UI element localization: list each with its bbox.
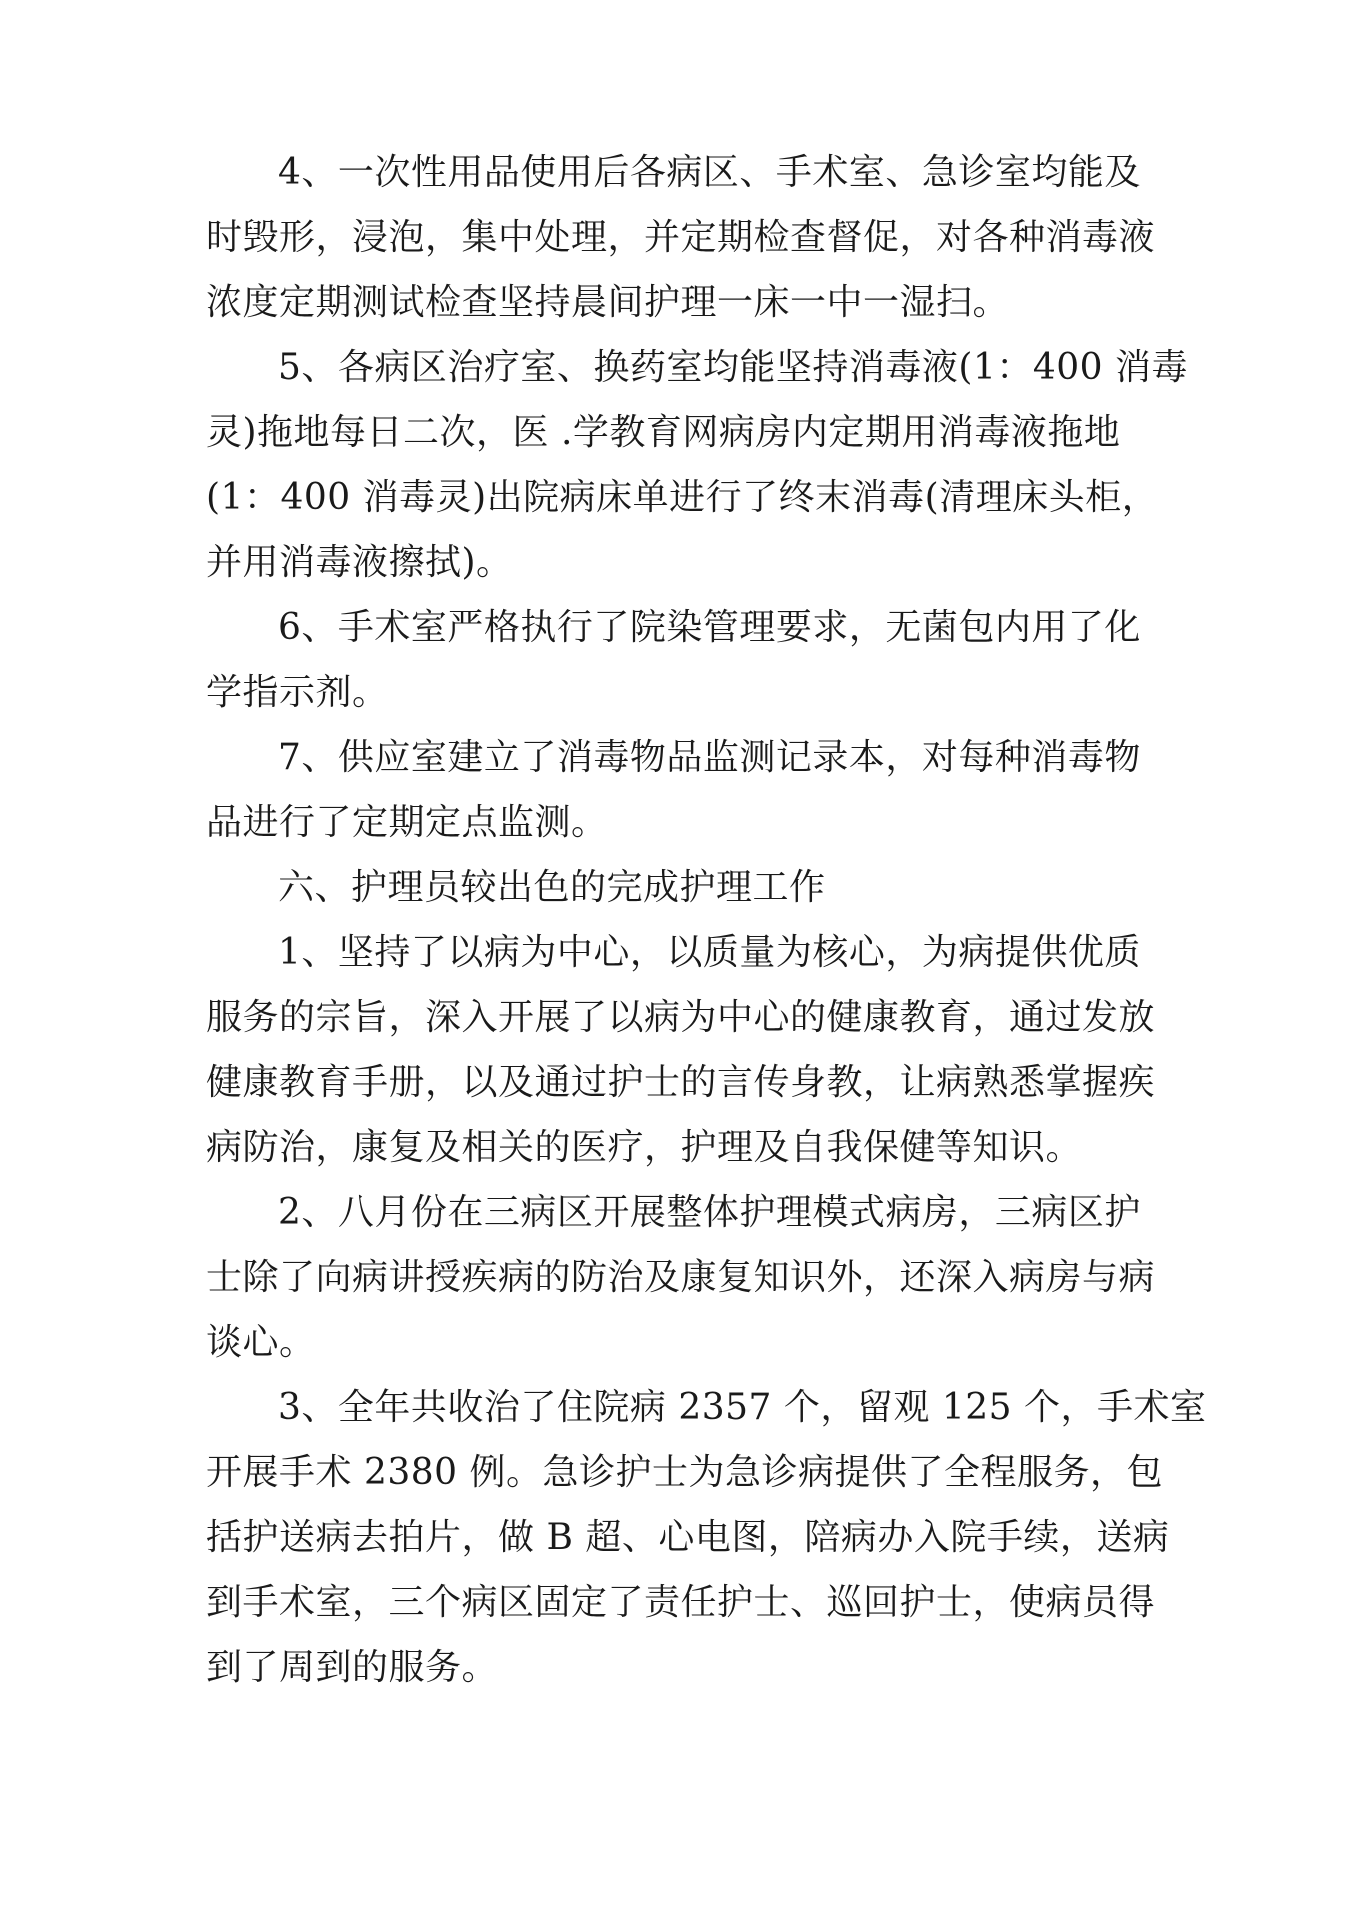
text-line: 3、全年共收治了住院病 2357 个，留观 125 个，手术室 [278, 1387, 1207, 1428]
text-line: 士除了向病讲授疾病的防治及康复知识外，还深入病房与病 [206, 1257, 1156, 1298]
text-line: 括护送病去拍片，做 B 超、心电图，陪病办入院手续，送病 [206, 1517, 1170, 1558]
text-line: 6、手术室严格执行了院染管理要求，无菌包内用了化 [278, 607, 1141, 648]
text-line: 开展手术 2380 例。急诊护士为急诊病提供了全程服务，包 [206, 1452, 1164, 1493]
text-line: 谈心。 [206, 1322, 316, 1363]
text-line: 六、护理员较出色的完成护理工作 [278, 867, 826, 908]
text-line: 灵)拖地每日二次，医 .学教育网病房内定期用消毒液拖地 [206, 412, 1121, 453]
text-line: 时毁形，浸泡，集中处理，并定期检查督促，对各种消毒液 [206, 217, 1156, 258]
text-line: 2、八月份在三病区开展整体护理模式病房，三病区护 [278, 1192, 1141, 1233]
text-line: 学指示剂。 [206, 672, 389, 713]
text-line: 病防治，康复及相关的医疗，护理及自我保健等知识。 [206, 1127, 1083, 1168]
text-line: 到了周到的服务。 [206, 1647, 499, 1688]
text-line: (1：400 消毒灵)出院病床单进行了终末消毒(清理床头柜， [206, 477, 1159, 518]
text-line: 到手术室，三个病区固定了责任护士、巡回护士，使病员得 [206, 1582, 1156, 1623]
text-line: 4、一次性用品使用后各病区、手术室、急诊室均能及 [278, 152, 1141, 193]
text-line: 健康教育手册，以及通过护士的言传身教，让病熟悉掌握疾 [206, 1062, 1156, 1103]
text-line: 1、坚持了以病为中心，以质量为核心，为病提供优质 [278, 932, 1141, 973]
text-line: 并用消毒液擦拭)。 [206, 542, 513, 583]
text-line: 7、供应室建立了消毒物品监测记录本，对每种消毒物 [278, 737, 1141, 778]
text-line: 品进行了定期定点监测。 [206, 802, 608, 843]
text-line: 服务的宗旨，深入开展了以病为中心的健康教育，通过发放 [206, 997, 1156, 1038]
document-body [206, 140, 1207, 1700]
text-line: 5、各病区治疗室、换药室均能坚持消毒液(1：400 消毒 [278, 347, 1189, 388]
text-line: 浓度定期测试检查坚持晨间护理一床一中一湿扫。 [206, 282, 1010, 323]
